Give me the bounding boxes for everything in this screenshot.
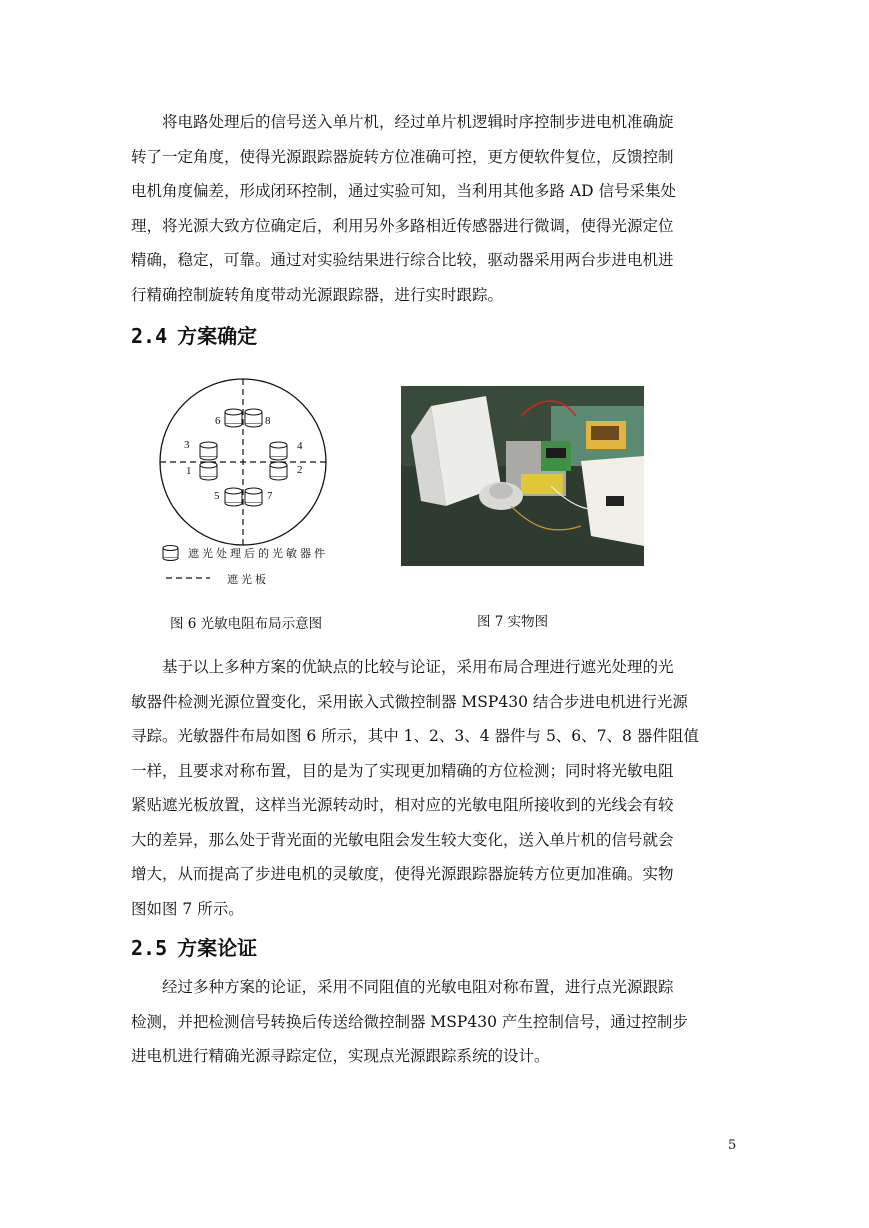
sensor-label: 6 bbox=[215, 415, 221, 427]
hardware-photo bbox=[401, 386, 644, 566]
sensor-8-icon bbox=[245, 409, 262, 427]
paragraph-line: 进电机进行精确光源寻踪定位，实现点光源跟踪系统的设计。 bbox=[131, 1047, 550, 1065]
section-number: 2.5 bbox=[131, 936, 168, 960]
section-number: 2.4 bbox=[131, 324, 168, 348]
page-number: 5 bbox=[728, 1138, 737, 1153]
sensor-label: 2 bbox=[297, 464, 303, 476]
section-heading-2-4 bbox=[131, 320, 257, 349]
paragraph-line: 电机角度偏差，形成闭环控制，通过实验可知，当利用其他多路 AD 信号采集处 bbox=[131, 182, 676, 200]
paragraph-line: 将电路处理后的信号送入单片机，经过单片机逻辑时序控制步进电机准确旋 bbox=[162, 113, 674, 131]
paragraph-line: 敏器件检测光源位置变化，采用嵌入式微控制器 MSP430 结合步进电机进行光源 bbox=[131, 692, 688, 711]
sensor-2-icon bbox=[270, 462, 287, 480]
sensor-4-icon bbox=[270, 442, 287, 460]
paragraph-line: 一样，且要求对称布置，目的是为了实现更加精确的方位检测；同时将光敏电阻 bbox=[131, 761, 674, 780]
section-heading-2-5 bbox=[131, 932, 257, 961]
legend-sensor-icon bbox=[163, 546, 178, 561]
sensor-label: 8 bbox=[265, 415, 271, 427]
legend-device-label: 遮光处理后的光敏器件 bbox=[188, 548, 328, 560]
paragraph-line: 图如图 7 所示。 bbox=[131, 899, 244, 918]
paragraph-1 bbox=[131, 105, 737, 312]
paragraph-line: 寻踪。光敏器件布局如图 6 所示，其中 1、2、3、4 器件与 5、6、7、8 器件阻值 bbox=[131, 727, 699, 745]
sensor-label: 5 bbox=[214, 490, 220, 502]
paragraph-line: 紧贴遮光板放置，这样当光源转动时，相对应的光敏电阻所接收到的光线会有较 bbox=[131, 796, 674, 814]
sensor-1-icon bbox=[200, 462, 217, 480]
sensor-7-icon bbox=[245, 488, 262, 506]
figure-7-caption: 图 7 实物图 bbox=[477, 614, 549, 630]
paragraph-line: 大的差异，那么处于背光面的光敏电阻会发生较大变化，送入单片机的信号就会 bbox=[131, 830, 674, 849]
section-title: 方案确定 bbox=[177, 324, 258, 348]
paragraph-line: 转了一定角度，使得光源跟踪器旋转方位准确可控，更方便软件复位，反馈控制 bbox=[131, 147, 674, 166]
figure-6-caption: 图 6 光敏电阻布局示意图 bbox=[170, 616, 323, 632]
section-title: 方案论证 bbox=[177, 936, 258, 960]
sensor-label: 3 bbox=[184, 439, 190, 451]
paragraph-line: 精确，稳定，可靠。通过对实验结果进行综合比较，驱动器采用两台步进电机进 bbox=[131, 251, 674, 269]
paragraph-2 bbox=[131, 650, 737, 926]
sensor-3-icon bbox=[200, 442, 217, 460]
paragraph-line: 经过多种方案的论证，采用不同阻值的光敏电阻对称布置，进行点光源跟踪 bbox=[162, 978, 674, 996]
paragraph-line: 理，将光源大致方位确定后，利用另外多路相近传感器进行微调，使得光源定位 bbox=[131, 216, 674, 235]
sensor-5-icon bbox=[225, 488, 242, 506]
paragraph-line: 行精确控制旋转角度带动光源跟踪器，进行实时跟踪。 bbox=[131, 285, 504, 304]
sensor-label: 7 bbox=[267, 490, 273, 502]
sensor-label: 1 bbox=[186, 465, 192, 477]
photoresistor-layout-diagram bbox=[150, 376, 380, 596]
paragraph-3 bbox=[131, 970, 737, 1074]
paragraph-line: 检测，并把检测信号转换后传送给微控制器 MSP430 产生控制信号，通过控制步 bbox=[131, 1012, 688, 1031]
sensor-6-icon bbox=[225, 409, 242, 427]
paragraph-line: 增大，从而提高了步进电机的灵敏度，使得光源跟踪器旋转方位更加准确。实物 bbox=[131, 865, 674, 883]
paragraph-line: 基于以上多种方案的优缺点的比较与论证，采用布局合理进行遮光处理的光 bbox=[162, 658, 674, 676]
legend-board-label: 遮光板 bbox=[227, 574, 269, 586]
sensor-label: 4 bbox=[297, 440, 303, 452]
